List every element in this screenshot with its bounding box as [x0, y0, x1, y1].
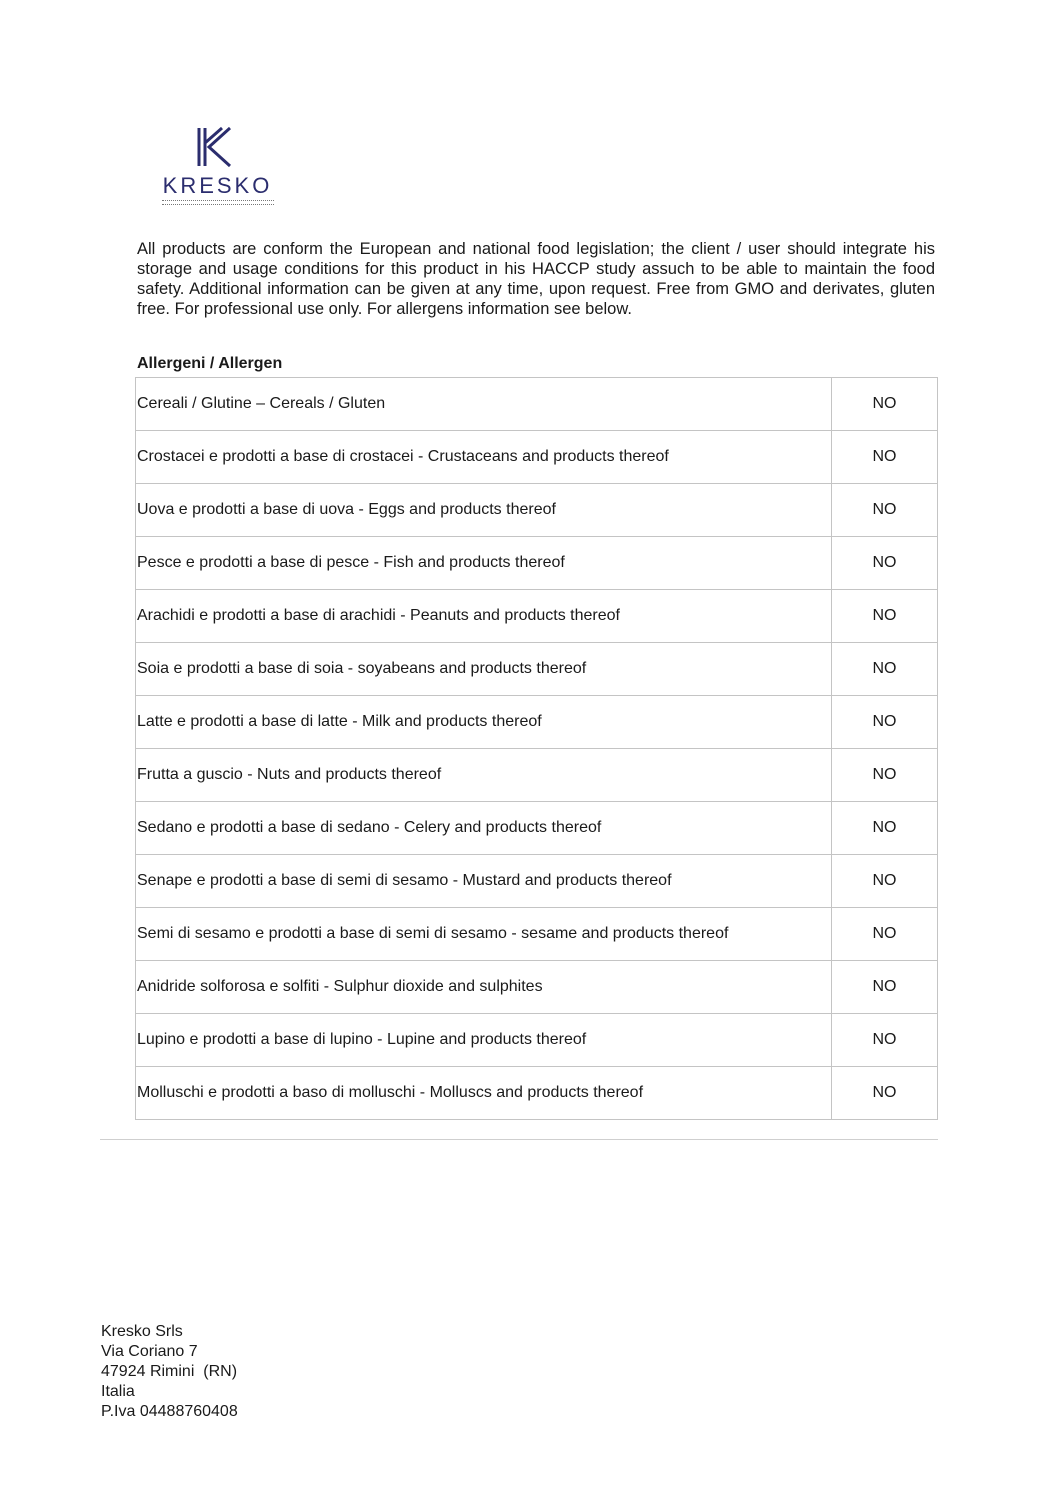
- company-name: Kresko Srls: [101, 1323, 183, 1340]
- country: Italia: [101, 1383, 135, 1400]
- table-row: [136, 537, 938, 590]
- allergen-name: Soia e prodotti a base di soia - soyabeans and products thereof: [136, 643, 832, 696]
- table-row: [136, 855, 938, 908]
- allergen-name: Cereali / Glutine – Cereals / Gluten: [136, 378, 832, 431]
- k-monogram-logo-icon: [196, 126, 236, 168]
- table-row: [136, 749, 938, 802]
- allergen-name: Semi di sesamo e prodotti a base di semi di sesamo - sesame and products thereof: [136, 908, 832, 961]
- logo-wordmark: KRESKO: [162, 173, 273, 198]
- allergen-value: NO: [832, 643, 938, 696]
- table-row: [136, 1067, 938, 1120]
- table-row: [136, 696, 938, 749]
- table-row: [136, 643, 938, 696]
- table-row: [136, 961, 938, 1014]
- allergen-value: NO: [832, 378, 938, 431]
- street-address: Via Coriano 7: [101, 1343, 198, 1360]
- allergen-name: Latte e prodotti a base di latte - Milk and products thereof: [136, 696, 832, 749]
- allergen-value: NO: [832, 749, 938, 802]
- allergen-name: Lupino e prodotti a base di lupino - Lupine and products thereof: [136, 1014, 832, 1067]
- table-row: [136, 908, 938, 961]
- allergen-value: NO: [832, 855, 938, 908]
- allergen-value: NO: [832, 537, 938, 590]
- allergen-value: NO: [832, 802, 938, 855]
- allergen-value: NO: [832, 1067, 938, 1120]
- table-row: [136, 590, 938, 643]
- allergen-name: Molluschi e prodotti a baso di molluschi - Molluscs and products thereof: [136, 1067, 832, 1120]
- allergen-name: Senape e prodotti a base di semi di sesamo - Mustard and products thereof: [136, 855, 832, 908]
- table-row: [136, 1014, 938, 1067]
- allergen-table: [135, 377, 938, 1120]
- footer-address: [101, 1322, 238, 1422]
- allergen-value: NO: [832, 961, 938, 1014]
- allergen-name: Anidride solforosa e solfiti - Sulphur dioxide and sulphites: [136, 961, 832, 1014]
- allergen-value: NO: [832, 590, 938, 643]
- divider-line: [100, 1139, 938, 1140]
- table-row: [136, 378, 938, 431]
- allergen-value: NO: [832, 696, 938, 749]
- allergens-title: Allergeni / Allergen: [137, 355, 283, 372]
- table-row: [136, 484, 938, 537]
- allergen-value: NO: [832, 908, 938, 961]
- allergen-value: NO: [832, 484, 938, 537]
- city-address: 47924 Rimini (RN): [101, 1363, 238, 1380]
- intro-paragraph: All products are conform the European and national food legislation; the client / user should integrate his storage and usage conditions for this product in his HACCP study assuch to be able to maintain the food safety. Additional information can be given at any time, upon request. Free from GMO and derivates, gluten free. For professional use only. For allergens information see below.: [137, 240, 935, 318]
- allergen-name: Pesce e prodotti a base di pesce - Fish and products thereof: [136, 537, 832, 590]
- table-row: [136, 802, 938, 855]
- allergen-name: Sedano e prodotti a base di sedano - Celery and products thereof: [136, 802, 832, 855]
- allergen-value: NO: [832, 1014, 938, 1067]
- allergen-name: Frutta a guscio - Nuts and products thereof: [136, 749, 832, 802]
- company-logo: [160, 126, 275, 206]
- allergen-name: Arachidi e prodotti a base di arachidi - Peanuts and products thereof: [136, 590, 832, 643]
- vat-number: P.Iva 04488760408: [101, 1403, 238, 1420]
- allergen-name: Uova e prodotti a base di uova - Eggs and products thereof: [136, 484, 832, 537]
- table-row: [136, 431, 938, 484]
- allergen-name: Crostacei e prodotti a base di crostacei - Crustaceans and products thereof: [136, 431, 832, 484]
- allergen-value: NO: [832, 431, 938, 484]
- logo-tagline: [162, 200, 274, 205]
